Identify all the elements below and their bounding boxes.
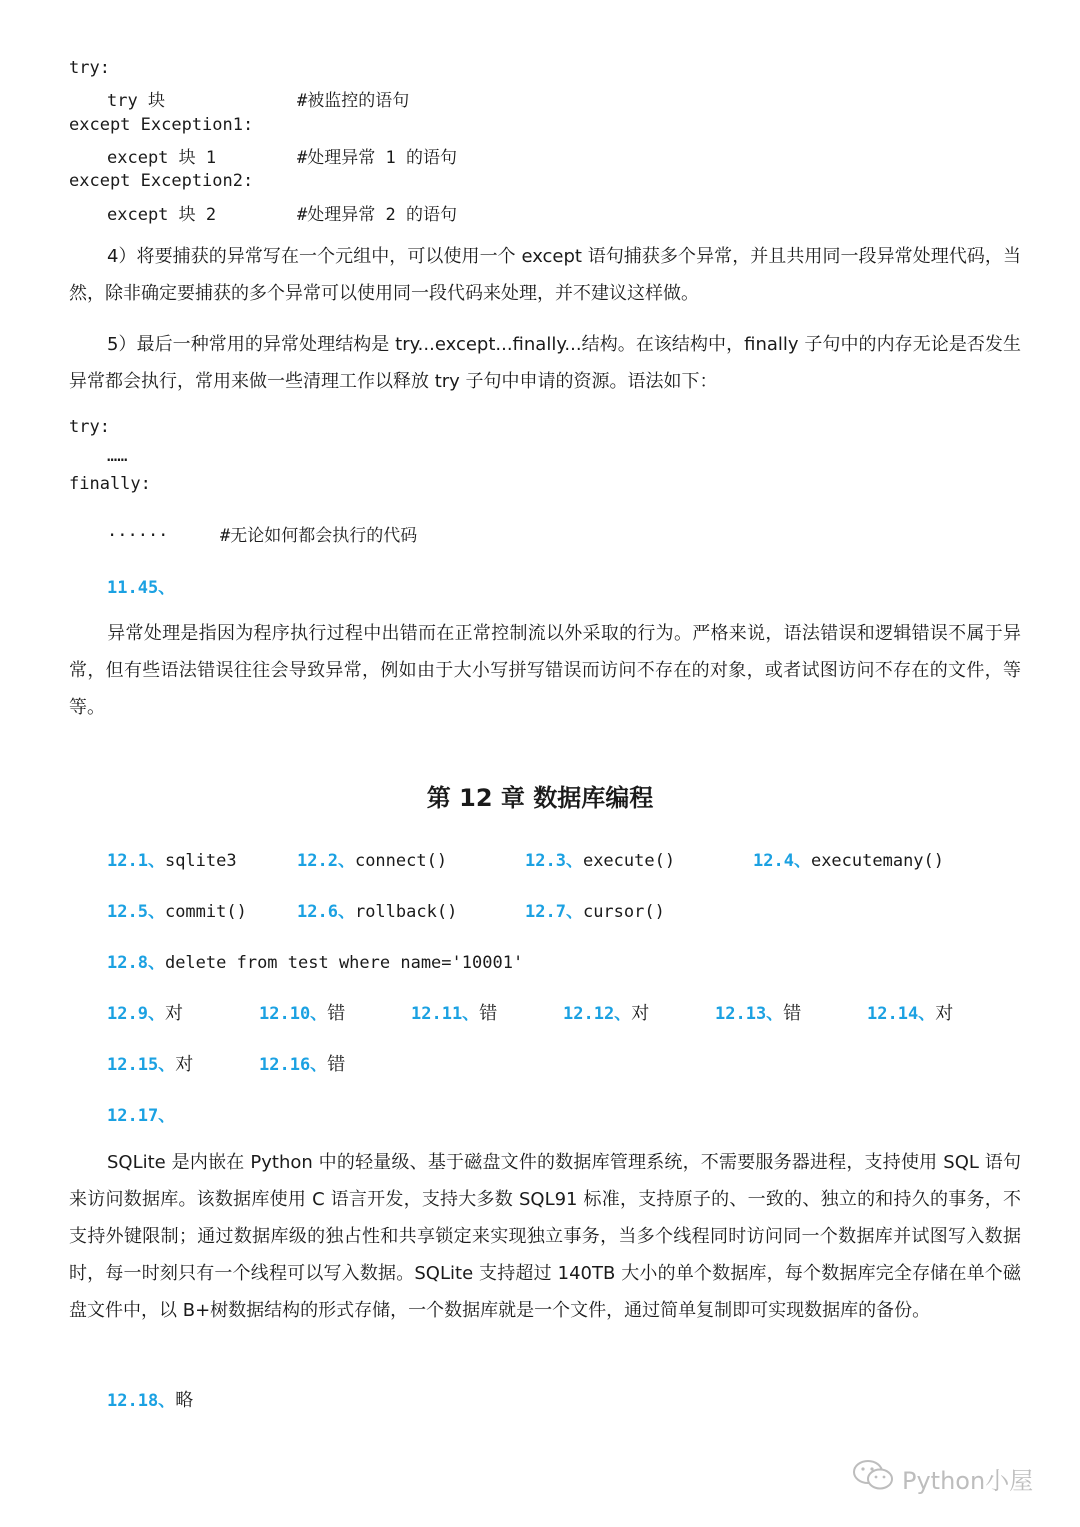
question-number: 12.9、 (107, 1004, 165, 1024)
answer-value: 错 (327, 1003, 346, 1024)
answer-value: commit() (164, 902, 247, 922)
answer-item (563, 999, 649, 1025)
answer-item (753, 846, 944, 871)
code-line: try: (69, 417, 110, 437)
answer-value: 对 (935, 1003, 954, 1024)
question-number: 12.3、 (525, 851, 583, 871)
question-number: 12.12、 (563, 1004, 632, 1024)
code-line: except Exception2: (69, 171, 254, 191)
answer-value: 对 (164, 1003, 183, 1024)
answer-item (107, 1386, 193, 1412)
watermark (852, 1458, 1033, 1498)
answer-item (525, 846, 675, 871)
paragraph-5 (69, 326, 1021, 400)
question-number: 12.5、 (107, 902, 165, 922)
code-line: try 块 (107, 91, 165, 111)
answer-item (107, 999, 183, 1025)
answer-value: 错 (783, 1003, 802, 1024)
answer-11-45 (69, 615, 1021, 726)
answer-value: 对 (175, 1054, 194, 1075)
code-comment: #被监控的语句 (297, 91, 410, 111)
question-number: 12.1、 (107, 851, 165, 871)
wechat-icon (852, 1458, 896, 1498)
answer-item (107, 1050, 193, 1076)
question-number: 12.10、 (259, 1004, 328, 1024)
code-comment: #处理异常 2 的语句 (297, 205, 457, 225)
answer-item (259, 1050, 345, 1076)
question-number: 12.2、 (297, 851, 355, 871)
answer-item (259, 999, 345, 1025)
answer-value: rollback() (354, 902, 458, 922)
question-number: 12.14、 (867, 1004, 936, 1024)
chapter-title: 第 12 章 数据库编程 (426, 784, 654, 812)
answer-item (107, 846, 237, 871)
question-number: 12.4、 (753, 851, 811, 871)
answer-item (867, 999, 953, 1025)
answer-value: 错 (479, 1003, 498, 1024)
answer-item (297, 846, 447, 871)
answer-item (411, 999, 497, 1025)
watermark-text: Python小屋 (902, 1466, 1034, 1495)
question-number: 12.7、 (525, 902, 583, 922)
answer-item (525, 897, 665, 922)
answer-item (107, 897, 247, 922)
answer-value: executemany() (810, 851, 945, 871)
answer-11-45-text: 异常处理是指因为程序执行过程中出错而在正常控制流以外采取的行为。严格来说，语法错误和逻辑错误不属于异常，但有些语法错误往往会导致异常，例如由于大小写拼写错误而访问不存在的对象，或者试图访问不存在的文件，等等。 (69, 623, 1021, 718)
code-line: …… (107, 446, 128, 466)
answer-item (715, 999, 801, 1025)
answer-item (297, 897, 457, 922)
answer-value: execute() (582, 851, 676, 871)
answer-value: sqlite3 (164, 851, 237, 871)
answer-value: 略 (175, 1390, 194, 1411)
paragraph-4 (69, 238, 1021, 312)
answer-12-17-text: SQLite 是内嵌在 Python 中的轻量级、基于磁盘文件的数据库管理系统，不需要服务器进程，支持使用 SQL 语句来访问数据库。该数据库使用 C 语言开发，支持大多数 SQL91 标准，支持原子的、一致的、独立的和持久的事务，不支持外键限制；通过数据库级的独占性和共享锁定来实现独立事务，当多个线程同时访问同一个数据库并试图写入数据时，每一时刻只有一个线程可以写入数据。SQLite 支持超过 140TB 大小的单个数据库，每个数据库完全存储在单个磁盘文件中，以 B+树数据结构的形式存储，一个数据库就是一个文件，通过简单复制即可实现数据库的备份。 (69, 1152, 1021, 1321)
paragraph-4-text: 4）将要捕获的异常写在一个元组中，可以使用一个 except 语句捕获多个异常，并且共用同一段异常处理代码，当然，除非确定要捕获的多个异常可以使用同一段代码来处理，并不建议这样做。 (69, 246, 1021, 304)
code-comment: #处理异常 1 的语句 (297, 148, 457, 168)
answer-value: connect() (354, 851, 448, 871)
question-number: 12.8、 (107, 953, 165, 973)
answer-value: 对 (631, 1003, 650, 1024)
code-line: try: (69, 58, 110, 78)
code-line: finally: (69, 474, 151, 494)
question-number: 12.11、 (411, 1004, 480, 1024)
code-comment: #无论如何都会执行的代码 (220, 526, 418, 546)
paragraph-5-text: 5）最后一种常用的异常处理结构是 try...except...finally...结构。在该结构中，finally 子句中的内存无论是否发生异常都会执行，常用来做一些清理工作以释放 try 子句中申请的资源。语法如下： (69, 334, 1021, 392)
question-number: 12.18、 (107, 1391, 176, 1411)
code-line: except Exception1: (69, 115, 254, 135)
answer-value: 错 (327, 1054, 346, 1075)
question-number: 12.6、 (297, 902, 355, 922)
question-number: 11.45、 (107, 578, 176, 598)
question-number: 12.16、 (259, 1055, 328, 1075)
answer-value: cursor() (582, 902, 665, 922)
answer-12-17 (69, 1144, 1021, 1329)
answer-value: delete from test where name='10001' (164, 953, 524, 973)
question-number: 12.15、 (107, 1055, 176, 1075)
question-number: 12.17、 (107, 1106, 176, 1126)
answer-item (107, 948, 523, 973)
code-line: except 块 1 (107, 148, 217, 168)
question-number: 12.13、 (715, 1004, 784, 1024)
code-line: except 块 2 (107, 205, 217, 225)
code-line: ...... (107, 521, 169, 541)
